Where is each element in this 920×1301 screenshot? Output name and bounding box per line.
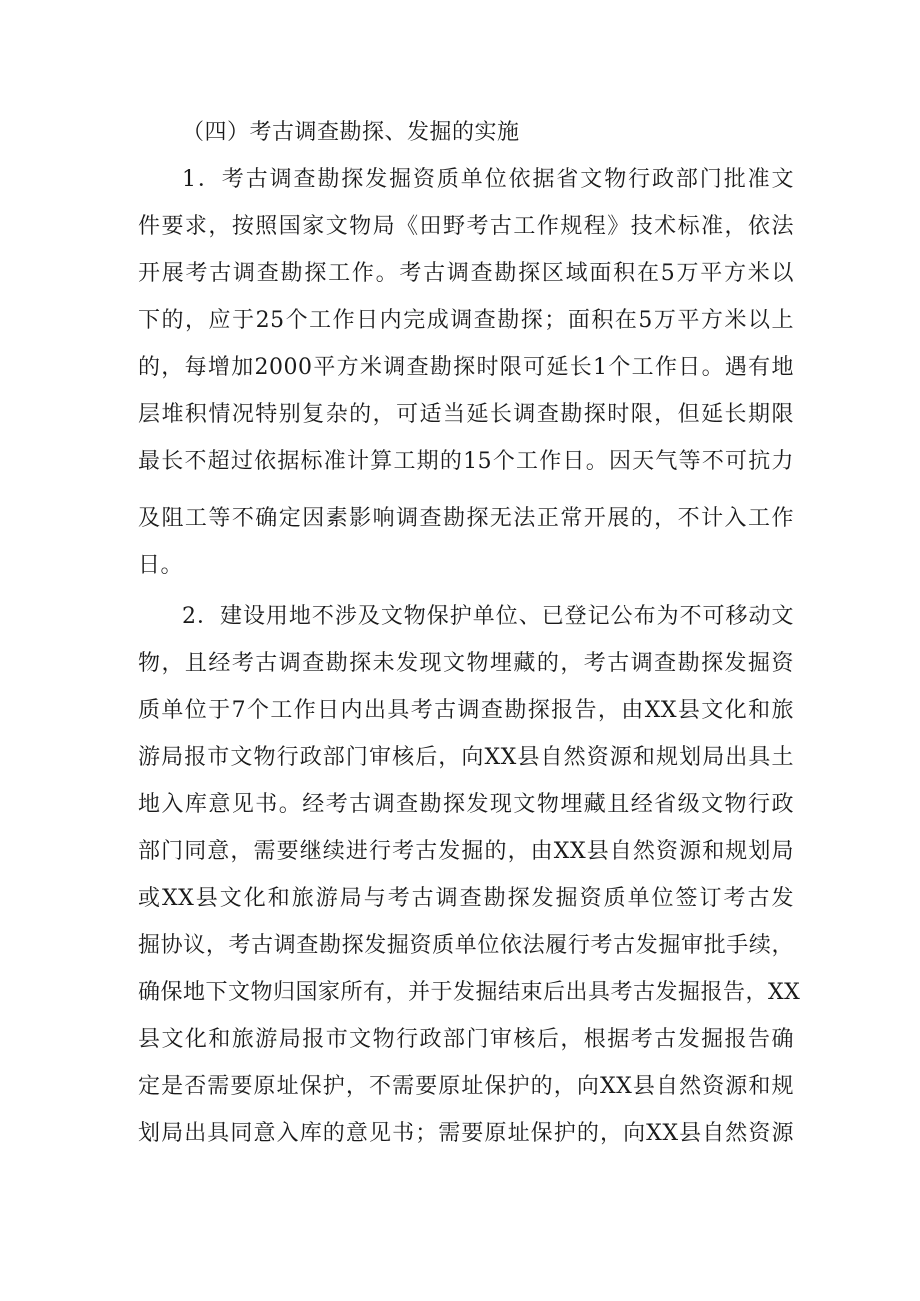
paragraph-2-line: 质单位于7个工作日内出具考古调查勘探报告，由XX县文化和旅 [138,698,794,723]
paragraph-1-line: 日。 [138,553,184,578]
paragraph-2-line: 确保地下文物归国家所有，并于发掘结束后出具考古发掘报告，XX [138,980,801,1005]
section-heading: （四）考古调查勘探、发掘的实施 [182,120,520,145]
paragraph-1-line: 1．考古调查勘探发掘资质单位依据省文物行政部门批准文 [182,167,794,192]
paragraph-1-line: 最长不超过依据标准计算工期的15个工作日。因天气等不可抗力 [138,449,794,474]
paragraph-2-line: 或XX县文化和旅游局与考古调查勘探发掘资质单位签订考古发 [138,886,794,911]
paragraph-1-line: 件要求，按照国家文物局《田野考古工作规程》技术标准，依法 [138,214,794,239]
paragraph-2-line: 部门同意，需要继续进行考古发掘的，由XX县自然资源和规划局 [138,839,794,864]
paragraph-2-line: 县文化和旅游局报市文物行政部门审核后，根据考古发掘报告确 [138,1027,794,1052]
paragraph-2-line: 地入库意见书。经考古调查勘探发现文物埋藏且经省级文物行政 [138,792,794,817]
paragraph-2-line: 物，且经考古调查勘探未发现文物埋藏的，考古调查勘探发掘资 [138,651,794,676]
paragraph-1-line: 的，每增加2000平方米调查勘探时限可延长1个工作日。遇有地 [138,355,794,380]
paragraph-2-line: 游局报市文物行政部门审核后，向XX县自然资源和规划局出具土 [138,745,794,770]
paragraph-1-line: 及阻工等不确定因素影响调查勘探无法正常开展的，不计入工作 [138,506,794,531]
paragraph-2-line: 2．建设用地不涉及文物保护单位、已登记公布为不可移动文 [182,604,794,629]
paragraph-2-line: 定是否需要原址保护，不需要原址保护的，向XX县自然资源和规 [138,1074,794,1099]
paragraph-2-line: 划局出具同意入库的意见书；需要原址保护的，向XX县自然资源 [138,1121,794,1146]
paragraph-1-line: 开展考古调查勘探工作。考古调查勘探区域面积在5万平方米以 [138,261,794,286]
paragraph-1-line: 下的，应于25个工作日内完成调查勘探；面积在5万平方米以上 [138,308,794,333]
paragraph-1-line: 层堆积情况特别复杂的，可适当延长调查勘探时限，但延长期限 [138,402,794,427]
paragraph-2-line: 掘协议，考古调查勘探发掘资质单位依法履行考古发掘审批手续， [138,933,794,958]
